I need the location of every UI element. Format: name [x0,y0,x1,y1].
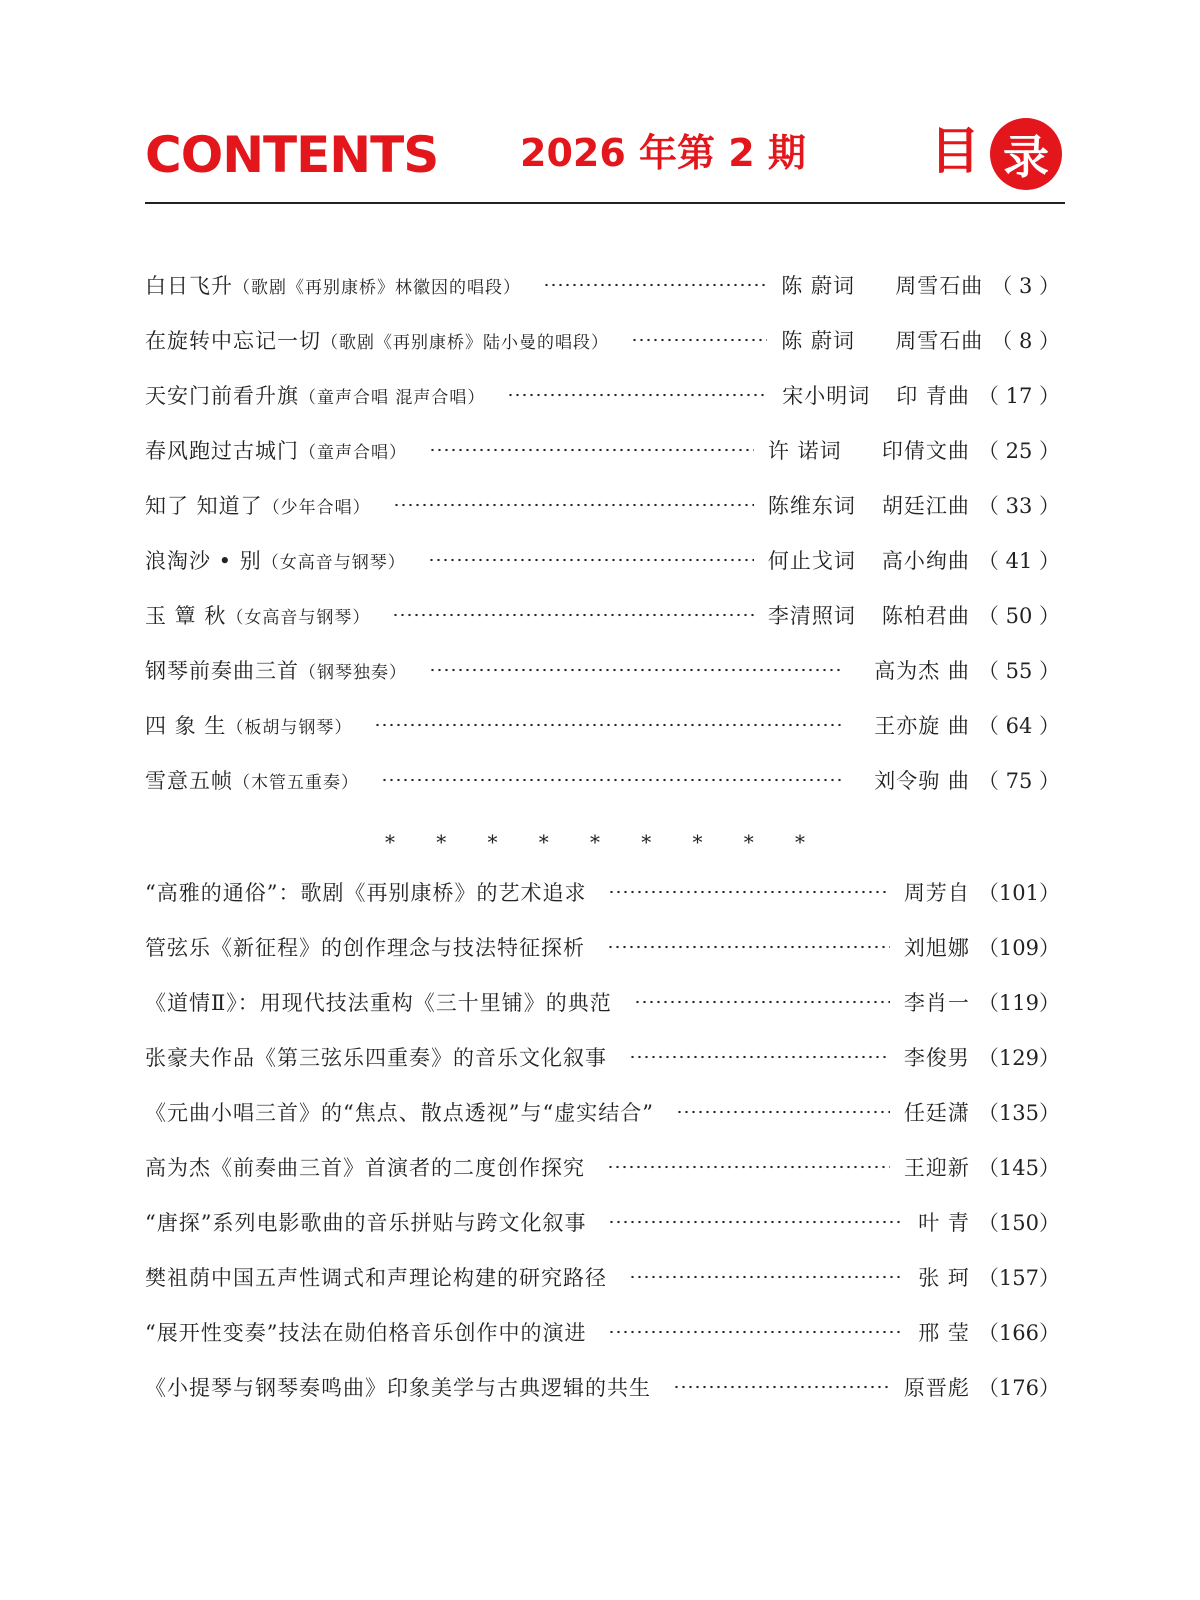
page-number: （145） [977,1156,1060,1180]
entry-subtitle: （童声合唱） [299,442,407,463]
toc-entry-6[interactable] [145,540,1060,580]
article-entry-9[interactable] [145,1312,1060,1352]
lyricist: 李清照词 [767,604,856,628]
dot-leader [393,503,754,507]
page-number: （ 8 ） [991,329,1060,353]
article-title: 管弦乐《新征程》的创作理念与技法特征探析 [145,936,585,960]
lyricist: 陈 蔚词 [781,274,855,298]
author: 李肖一 [903,991,970,1015]
page-number: （ 3 ） [991,274,1060,298]
page-number: （ 75 ） [977,769,1060,793]
entry-title: 白日飞升 [145,274,233,298]
article-entry-7[interactable] [145,1202,1060,1242]
toc-entry-10[interactable] [145,760,1060,800]
dot-leader [543,283,767,287]
section-divider [385,830,805,854]
page-number: （ 64 ） [977,714,1060,738]
composer: 周雪石曲 [895,274,984,298]
page-number: （ 55 ） [977,659,1060,683]
toc-entry-3[interactable] [145,375,1060,415]
toc-entry-5[interactable] [145,485,1060,525]
lyricist: 陈 蔚词 [781,329,855,353]
page-number: （157） [977,1266,1060,1290]
page-number: （135） [977,1101,1060,1125]
page-number: （150） [977,1211,1060,1235]
dot-leader [676,1110,890,1114]
article-title: “展开性变奏”技法在勋伯格音乐创作中的演进 [145,1321,587,1345]
lyricist: 陈维东词 [767,494,856,518]
composer: 周雪石曲 [895,329,984,353]
mu-character: 目 [930,122,980,180]
article-entry-10[interactable] [145,1367,1060,1407]
dot-leader [607,945,890,949]
article-title: “唐探”系列电影歌曲的音乐拼贴与跨文化叙事 [145,1211,587,1235]
page-number: （101） [977,881,1060,905]
page-number: （ 33 ） [977,494,1060,518]
article-title: 《元曲小唱三首》的“焦点、散点透视”与“虚实结合” [145,1101,654,1125]
page-number: （166） [977,1321,1060,1345]
dot-leader [629,1055,890,1059]
composer: 陈柏君曲 [881,604,970,628]
article-entry-5[interactable] [145,1092,1060,1132]
article-entry-2[interactable] [145,927,1060,967]
divider-star: * [641,830,652,854]
dot-leader [507,393,768,397]
author: 刘旭娜 [903,936,970,960]
article-title: 高为杰《前奏曲三首》首演者的二度创作探究 [145,1156,585,1180]
dot-leader [673,1385,890,1389]
article-entry-4[interactable] [145,1037,1060,1077]
page-number: （129） [977,1046,1060,1070]
author: 邢 莹 [918,1321,970,1345]
dot-leader [631,338,767,342]
composer: 高小绚曲 [881,549,970,573]
toc-entry-4[interactable] [145,430,1060,470]
entry-subtitle: （女高音与钢琴） [261,552,406,573]
article-title: 樊祖荫中国五声性调式和声理论构建的研究路径 [145,1266,607,1290]
entry-subtitle: （板胡与钢琴） [226,717,353,738]
lu-badge: 录 [990,118,1062,190]
entry-title: 玉 簟 秋 [145,604,227,628]
article-title: 《道情Ⅱ》：用现代技法重构《三十里铺》的典范 [145,991,612,1015]
entry-subtitle: （歌剧《再别康桥》陆小曼的唱段） [321,332,609,353]
composer: 印倩文曲 [881,439,970,463]
toc-entry-2[interactable] [145,320,1060,360]
entry-title: 四 象 生 [145,714,227,738]
divider-star: * [538,830,549,854]
divider-star: * [385,830,395,854]
lyricist: 许 诺词 [767,439,842,463]
issue-label: 2026 年第 2 期 [520,131,806,175]
dot-leader [429,668,842,672]
toc-entry-8[interactable] [145,650,1060,690]
dot-leader [634,1000,890,1004]
entry-title: 浪淘沙 • 别 [145,549,262,573]
divider-star: * [487,830,498,854]
article-title: 张豪夫作品《第三弦乐四重奏》的音乐文化叙事 [145,1046,607,1070]
author: 任廷潇 [903,1101,970,1125]
lyricist: 宋小明词 [782,384,871,408]
toc-header [145,120,1065,204]
dot-leader [381,778,842,782]
divider-star: * [692,830,703,854]
dot-leader [392,613,754,617]
entry-subtitle: （女高音与钢琴） [226,607,371,628]
article-entry-6[interactable] [145,1147,1060,1187]
article-entry-1[interactable] [145,872,1060,912]
article-entry-8[interactable] [145,1257,1060,1297]
dot-leader [608,890,889,894]
page-number: （ 50 ） [977,604,1060,628]
composer: 刘令驹 曲 [874,769,970,793]
dot-leader [428,558,754,562]
page-number: （119） [977,991,1060,1015]
entry-subtitle: （歌剧《再别康桥》林徽因的唱段） [233,277,521,298]
entry-subtitle: （木管五重奏） [233,772,359,793]
author: 张 珂 [918,1266,970,1290]
entry-title: 在旋转中忘记一切 [145,329,321,353]
dot-leader [607,1165,890,1169]
page-number: （176） [977,1376,1060,1400]
author: 叶 青 [918,1211,970,1235]
dot-leader [608,1330,904,1334]
dot-leader [608,1220,904,1224]
dot-leader [429,448,754,452]
entry-subtitle: （童声合唱 混声合唱） [299,387,486,408]
toc-entry-7[interactable] [145,595,1060,635]
composer: 高为杰 曲 [874,659,970,683]
divider-star: * [743,830,754,854]
entry-title: 雪意五帧 [145,769,233,793]
dot-leader [629,1275,904,1279]
entry-subtitle: （钢琴独奏） [299,662,407,683]
author: 周芳自 [903,881,970,905]
page-number: （109） [977,936,1060,960]
page-number: （ 41 ） [977,549,1060,573]
composer: 胡廷江曲 [881,494,970,518]
entry-title: 春风跑过古城门 [145,439,299,463]
author: 原晋彪 [903,1376,970,1400]
article-title: 《小提琴与钢琴奏鸣曲》印象美学与古典逻辑的共生 [145,1376,651,1400]
entry-title: 天安门前看升旗 [145,384,299,408]
toc-entry-9[interactable] [145,705,1060,745]
page-number: （ 25 ） [977,439,1060,463]
author: 李俊男 [903,1046,970,1070]
contents-heading: CONTENTS [145,126,439,184]
divider-star: * [795,830,805,854]
article-title: “高雅的通俗”：歌剧《再别康桥》的艺术追求 [145,881,587,905]
page-number: （ 17 ） [977,384,1060,408]
toc-entry-1[interactable] [145,265,1060,305]
author: 王迎新 [903,1156,970,1180]
lyricist: 何止戈词 [767,549,856,573]
divider-star: * [590,830,600,854]
dot-leader [374,723,842,727]
entry-title: 知了 知道了 [145,494,263,518]
article-entry-3[interactable] [145,982,1060,1022]
entry-subtitle: （少年合唱） [262,497,371,518]
composer: 印 青曲 [896,384,970,408]
composer: 王亦旋 曲 [874,714,970,738]
divider-star: * [436,830,447,854]
entry-title: 钢琴前奏曲三首 [145,659,299,683]
